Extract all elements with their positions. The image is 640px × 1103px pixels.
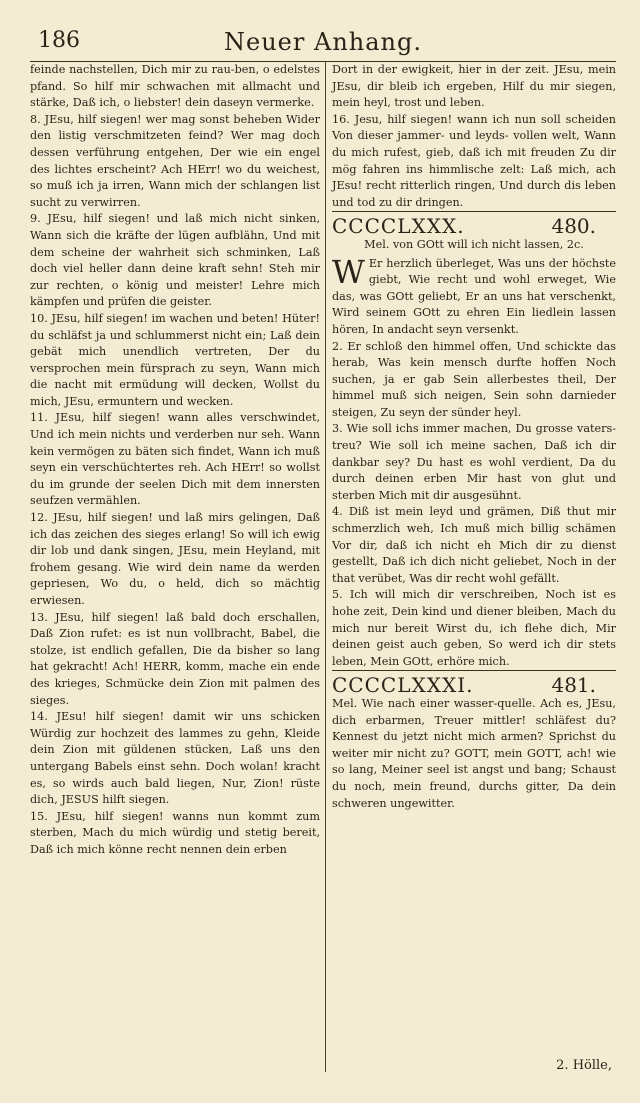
hymn-480-verse-3: 3. Wie soll ichs immer machen, Du grosse vaters-treu? Wie soll ich meine sachen, Daß ich dir dankbar sey? Du hast es wohl verdient, Da du durch deinen erben Mir hast von glut und sterben Mich mit dir ausgesühnt. [332, 422, 616, 502]
hymn-481-header [332, 673, 616, 698]
column-divider [325, 62, 326, 1072]
verse-16: 16. Jesu, hilf siegen! wann ich nun soll scheiden Von dieser jammer- und leyds- vollen welt, Wann du mich rufest, gieb, daß ich mit freuden Zu dir mög fahren ins himmlische zelt: Laß mich, ach JEsu! recht ritterlich ringen, Und durch dis leben und tod zu dir dringen. [332, 112, 616, 209]
verse-14: 14. JEsu! hilf siegen! damit wir uns schicken Würdig zur hochzeit des lammes zu gehn, Kleide dein Zion mit güldenen stücken, Laß uns den untergang Babels einst sehn. Doch wolan! kracht es, so wirds auch bald liegen, Nur, Zion! rüste dich, JESUS hilft siegen. [30, 710, 320, 807]
hymn-480-melody: Mel. von GOtt will ich nicht lassen, 2c. [364, 237, 584, 251]
verse-15: 15. JEsu, hilf siegen! wanns nun kommt zum sterben, Mach du mich würdig und stetig bereit, Daß ich mich könne recht nennen dein erben [30, 809, 320, 856]
hymn-481-verse-1: Mel. Wie nach einer wasser-quelle. Ach es, JEsu, dich erbarmen, Treuer mittler! schläfest du? Kennest du jetzt nicht mich armen? Sprichst du weiter mir nicht zu? GOTT, mein GOTT, ach! wie so lang, Meiner seel ist angst und bang; Schaust du noch, mein freund, durchs gitter, Da dein schweren ungewitter. [332, 696, 616, 810]
hymn-480-roman-numeral: CCCCLXXX. [332, 214, 465, 239]
hymn-481-roman-numeral: CCCCLXXXI. [332, 673, 474, 698]
verse-10: 10. JEsu, hilf siegen! im wachen und beten! Hüter! du schläfst ja und schlummerst nicht ein; Laß dein gebät mich unendlich vertreten, Der du versprochen mein fürsprach zu seyn, Wann mich die nacht mit ermüdung will decken, Wollst du mich, JEsu, ermuntern und wecken. [30, 311, 320, 408]
left-column [30, 62, 320, 859]
verse-13: 13. JEsu, hilf siegen! laß bald doch erschallen, Daß Zion rufet: es ist nun vollbracht, Babel, die stolze, ist endlich gefallen, Die da bisher so lang hat gekracht! Ach! HERR, komm, mache ein ende des krieges, Schmücke dein Zion mit palmen des sieges. [30, 610, 320, 707]
hymn-480-verse-5: 5. Ich will mich dir verschreiben, Noch ist es hohe zeit, Dein kind und diener bleiben, Mach du mich nur bereit Wirst du, ich flehe dich, Mir deinen geist auch geben, So werd ich dir stets leben, Mein GOtt, erhöre mich. [332, 588, 616, 668]
hymn-480-header [332, 214, 616, 239]
hymn-480-verse-2: 2. Er schloß den himmel offen, Und schickte das herab, Was kein mensch durfte hoffen Noch suchen, ja er gab Sein allerbestes theil, Der himmel muß sich neigen, Sein sohn darnieder steigen, Zu seyn der sünder heyl. [332, 339, 616, 419]
verse-9: 9. JEsu, hilf siegen! und laß mich nicht sinken, Wann sich die kräfte der lügen aufblähn, Und mit dem scheine der wahrheit sich schminken, Laß doch viel heller dann deine kraft sehn! Steh mir zur rechten, o könig und meister! Lehre mich kämpfen und prüfen die geister. [30, 212, 320, 309]
right-column [332, 62, 616, 812]
verse-15-continuation: Dort in der ewigkeit, hier in der zeit. JEsu, mein JEsu, dir bleib ich ergeben, Hilf du mir siegen, mein heyl, trost und leben. [332, 63, 616, 110]
hymn-divider [332, 670, 616, 671]
catchword: 2. Hölle, [556, 1058, 612, 1073]
verse-12: 12. JEsu, hilf siegen! und laß mirs gelingen, Daß ich das zeichen des sieges erlang! So will ich ewig dir lob und dank singen, JEsu, mein Heyland, mit frohem gesang. Wie wird dein name da werden gepriesen, Wo du, o held, dich so mächtig erwiesen. [30, 511, 320, 607]
hymn-480-number: 480. [551, 214, 596, 239]
hymn-480-verse-1 [332, 252, 616, 339]
verse-11: 11. JEsu, hilf siegen! wann alles verschwindet, Und ich mein nichts und verderben nur seh. Wann kein vermögen zu bäten sich findet, Wann ich muß seyn ein verschüchtertes reh. Ach HErr! so wollst du im grunde der seelen Dich mit dem innersten seufzen vermählen. [30, 411, 320, 508]
verse-continuation: feinde nachstellen, Dich mir zu rau-ben, o edelstes pfand. So hilf mir schwachen mit allmacht und stärke, Daß ich, o liebster! dein daseyn vermerke. [30, 63, 320, 110]
hymn-480-verse-1-text: Er herzlich überleget, Was uns der höchste giebt, Wie recht und wohl erweget, Wie das, was GOtt geliebt, Er an uns hat verschenkt, Wird seinem GOtt zu ehren Ein liedlein lassen hören, In andacht seyn versenkt. [332, 256, 616, 336]
verse-8: 8. JEsu, hilf siegen! wer mag sonst beheben Wider den listig verschmitzeten feind? Wer mag doch dessen verführung entgehen, Der wie ein engel des lichtes erscheint? Ach HErr! wo du weichest, so muß ich ja irren, Wann mich der schlangen list sucht zu verwirren. [30, 112, 320, 209]
running-title: Neuer Anhang. [224, 28, 422, 56]
hymn-480-verse-4: 4. Diß ist mein leyd und grämen, Diß thut mir schmerzlich weh, Ich muß mich billig schämen Vor dir, daß ich nicht eh Mich dir zu dienst gestellt, Daß ich dich nicht geliebet, Noch in der that verübet, Was dir recht wohl gefällt. [332, 505, 616, 585]
page-number: 186 [38, 28, 80, 53]
hymn-481-number: 481. [551, 673, 596, 698]
page-header [30, 26, 616, 62]
hymn-divider [332, 211, 616, 212]
drop-cap: W [332, 252, 365, 291]
